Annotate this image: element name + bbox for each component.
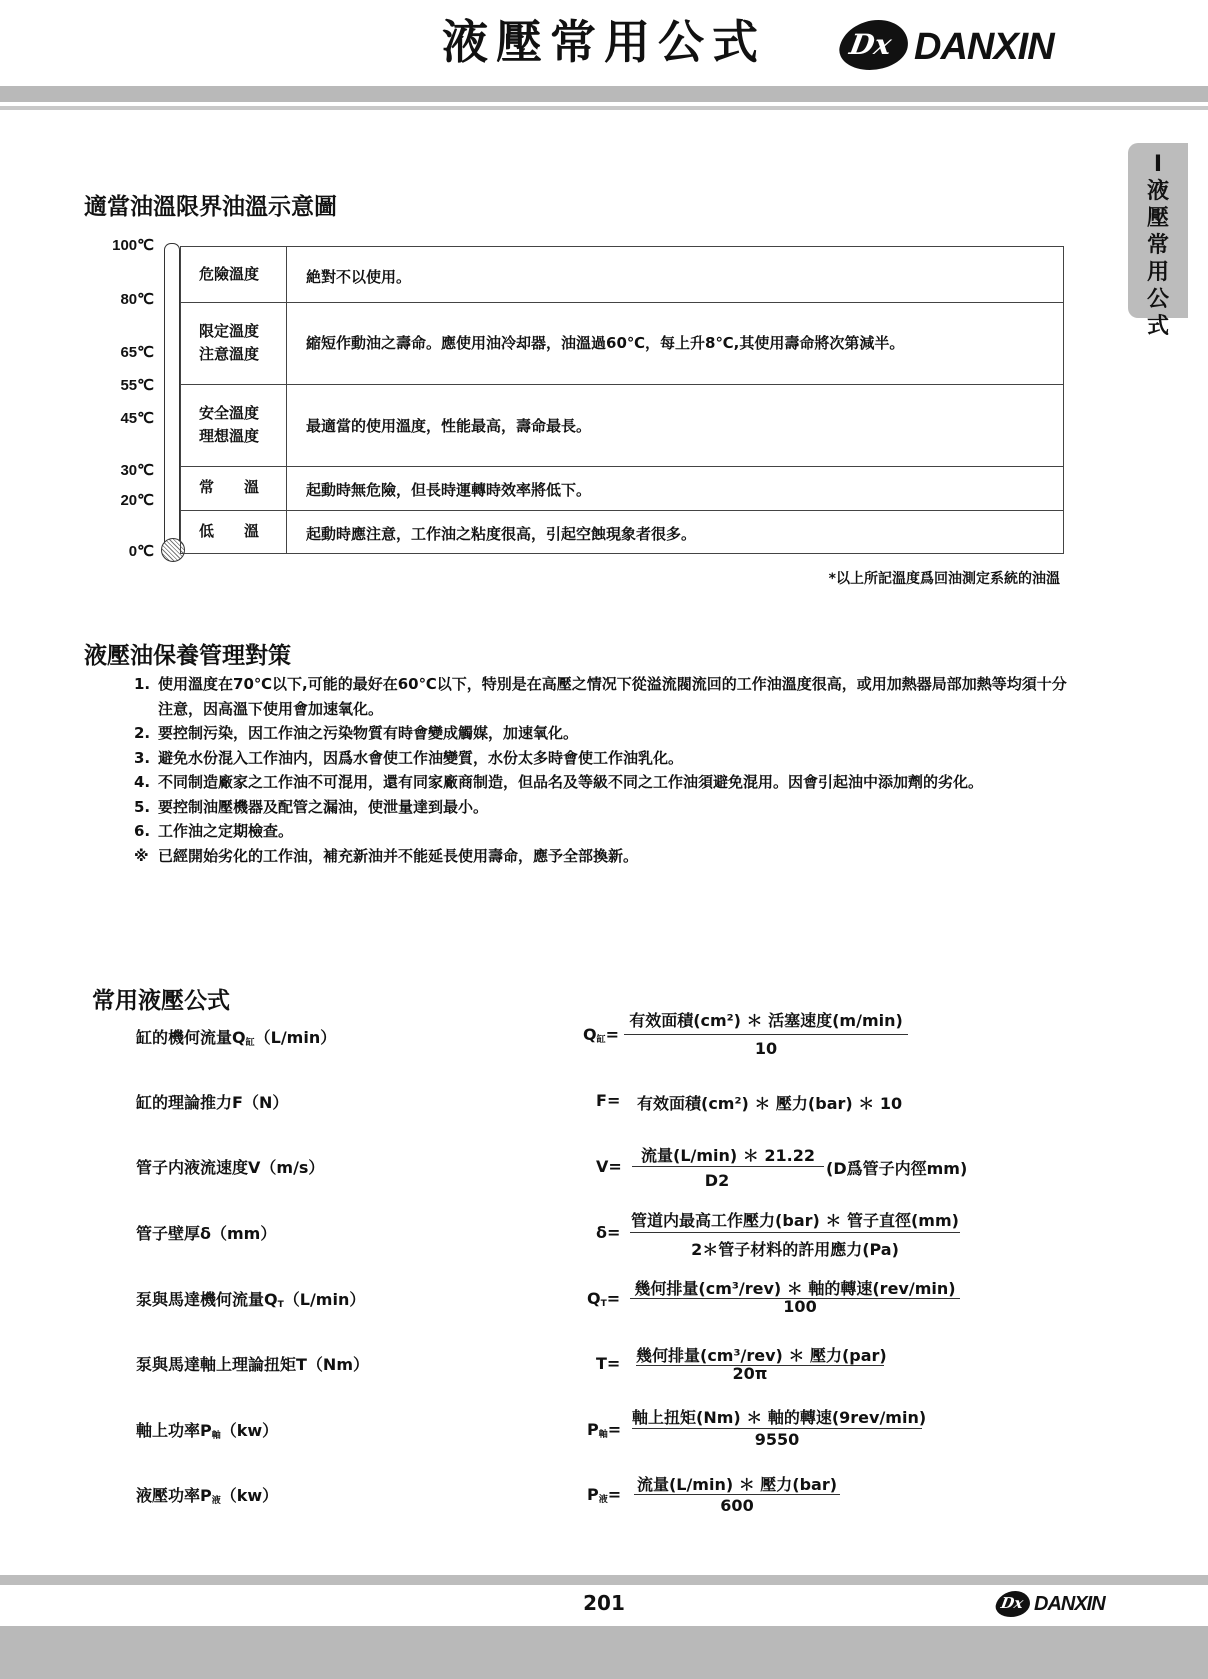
formula-prefix xyxy=(583,1025,619,1045)
scale-label: 20℃ xyxy=(120,492,154,509)
brand-logo-mark: Dx xyxy=(999,1594,1025,1612)
formula-denominator: 2＊管子材料的許用應力(Pa) xyxy=(691,1240,899,1259)
list-item xyxy=(134,746,1074,771)
formula-symbol: P xyxy=(587,1420,599,1439)
formula-numerator: 管道内最高工作壓力(bar) ＊ 管子直徑(mm) xyxy=(631,1211,959,1230)
row-name: 常 溫 xyxy=(199,478,260,496)
table-cell-name xyxy=(181,384,287,466)
fraction-bar xyxy=(634,1494,840,1495)
formula-label-unit: （m/s） xyxy=(260,1158,325,1177)
list-item-number: 2. xyxy=(134,724,151,742)
list-item xyxy=(134,770,1074,795)
list-item-number: 5. xyxy=(134,797,151,816)
formula-symbol-subscript: 軸 xyxy=(598,1430,608,1440)
row-description: 最適當的使用溫度，性能最高，壽命最長。 xyxy=(306,417,592,435)
footer-bar xyxy=(0,1575,1208,1585)
side-tab-char: 液 xyxy=(1146,179,1169,204)
list-item-number: 1. xyxy=(134,675,151,693)
list-item-text: 要控制污染，因工作油之污染物質有時會變成觸媒，加速氧化。 xyxy=(158,724,579,742)
formula-label-text: 管子壁厚δ xyxy=(136,1224,211,1243)
side-tab-char: 壓 xyxy=(1146,206,1169,231)
formula-prefix xyxy=(596,1354,620,1373)
footer-brand-logo xyxy=(996,1591,1126,1621)
table-row xyxy=(181,247,1063,303)
formula-symbol-subscript: 液 xyxy=(598,1495,608,1505)
list-item xyxy=(134,672,1074,721)
page-number: 201 xyxy=(583,1591,625,1615)
formula-label-text: 液壓功率P xyxy=(136,1486,212,1505)
header-bar xyxy=(0,86,1208,102)
list-item-number: 4. xyxy=(134,773,151,791)
formula-label-text: 缸的理論推力F xyxy=(136,1093,243,1112)
scale-label: 0℃ xyxy=(128,543,154,560)
formula-denominator: D2 xyxy=(704,1171,730,1190)
scale-label: 100℃ xyxy=(112,237,154,254)
formula-equals: = xyxy=(606,1354,621,1373)
formula-label xyxy=(136,1090,288,1113)
formula-numerator: 有效面積(cm²) ＊ 活塞速度(m/min) xyxy=(629,1011,903,1030)
chapter-side-tab xyxy=(1128,143,1188,339)
formula-numerator: 流量(L/min) ＊ 壓力(bar) xyxy=(636,1475,838,1494)
list-item xyxy=(134,721,1074,746)
formula-prefix xyxy=(596,1223,620,1242)
formula-numerator: 軸上扭矩(Nm) ＊ 軸的轉速(9rev/min) xyxy=(632,1408,927,1427)
formula-label-unit: （L/min） xyxy=(254,1028,337,1047)
formula-label-text: 軸上功率P xyxy=(136,1421,212,1440)
fraction-bar xyxy=(632,1428,922,1429)
table-row xyxy=(181,384,1063,467)
row-name: 危險溫度 xyxy=(199,265,260,283)
side-tab-char: 式 xyxy=(1146,314,1169,339)
formula-label-unit: （mm） xyxy=(211,1224,277,1243)
formula-symbol: P xyxy=(587,1485,599,1504)
formula-label-unit: （L/min） xyxy=(283,1290,366,1309)
list-item-text: 要控制油壓機器及配管之漏油，使泄量達到最小。 xyxy=(158,797,489,816)
table-cell-name xyxy=(181,302,287,384)
scale-label: 45℃ xyxy=(120,410,154,427)
danxin-logo-icon xyxy=(836,20,913,70)
danxin-logo-icon xyxy=(994,1591,1033,1617)
formula-label xyxy=(136,1352,369,1375)
formula-prefix xyxy=(596,1157,622,1176)
scale-label: 30℃ xyxy=(120,462,154,479)
formula-equals: = xyxy=(605,1025,620,1044)
temperature-note: *以上所記溫度爲回油測定系統的油溫 xyxy=(828,571,1060,587)
formula-symbol: V xyxy=(596,1157,609,1176)
formula-numerator: 流量(L/min) ＊ 21.22 xyxy=(641,1146,815,1165)
list-item-number: 6. xyxy=(134,822,151,840)
brand-name: DANXIN xyxy=(1034,1593,1105,1615)
formula-prefix xyxy=(587,1289,620,1309)
formula-denominator: 20π xyxy=(732,1364,768,1383)
header-bar-thin xyxy=(0,106,1208,110)
formula-label xyxy=(136,1483,278,1506)
list-item xyxy=(134,819,1074,844)
formula-symbol: T xyxy=(596,1354,607,1373)
formula-label xyxy=(136,1287,365,1310)
formula-label-unit: （N） xyxy=(242,1093,289,1112)
list-item-text: 避免水份混入工作油内，因爲水會使工作油變質，水份太多時會使工作油乳化。 xyxy=(158,748,684,767)
row-name: 安全溫度 xyxy=(199,404,260,422)
table-row xyxy=(181,302,1063,385)
row-description: 縮短作動油之壽命。應使用油冷却器，油溫過60℃，每上升8℃,其使用壽命將次第減半。 xyxy=(306,334,905,352)
scale-label: 55℃ xyxy=(120,377,154,394)
formula-denominator: 9550 xyxy=(754,1430,800,1449)
row-name: 理想溫度 xyxy=(199,427,260,445)
fraction-bar xyxy=(630,1232,960,1233)
formula-label-text: 缸的機何流量Q xyxy=(136,1028,246,1047)
formula-label-unit: （kw） xyxy=(220,1486,279,1505)
formula-symbol-subscript: T xyxy=(600,1299,607,1309)
list-item xyxy=(134,795,1074,820)
row-description: 起動時無危險，但長時運轉時效率將低下。 xyxy=(306,481,592,499)
temperature-table xyxy=(180,246,1064,554)
fraction-bar xyxy=(632,1166,824,1167)
brand-logo xyxy=(840,18,1140,78)
formula-label xyxy=(136,1221,276,1244)
formula-equals: = xyxy=(606,1091,621,1110)
side-tab-char: 公 xyxy=(1146,287,1169,312)
formula-label-subscript: 缸 xyxy=(245,1038,255,1048)
list-item-number: ※ xyxy=(134,846,149,865)
formula-equals: = xyxy=(607,1485,622,1504)
list-item-text: 工作油之定期檢查。 xyxy=(158,822,294,840)
formulas-heading: 常用液壓公式 xyxy=(92,988,230,1014)
table-cell-name xyxy=(181,510,287,553)
row-name: 限定溫度 xyxy=(199,322,260,340)
temperature-heading: 適當油溫限界油溫示意圖 xyxy=(84,194,337,220)
formula-denominator: 100 xyxy=(783,1297,817,1316)
list-item-text: 已經開始劣化的工作油，補充新油并不能延長使用壽命，應予全部換新。 xyxy=(158,846,639,865)
formula-label-text: 管子内液流速度V xyxy=(136,1158,261,1177)
scale-label: 80℃ xyxy=(120,291,154,308)
fraction-bar xyxy=(624,1034,908,1035)
side-tab-char: 常 xyxy=(1146,233,1169,258)
row-name: 注意溫度 xyxy=(199,345,260,363)
formula-label xyxy=(136,1155,324,1178)
formula-prefix xyxy=(587,1420,621,1440)
formula-label xyxy=(136,1418,278,1441)
formula-label-text: 泵與馬達軸上理論扭矩T xyxy=(136,1355,307,1374)
formula-symbol: Q xyxy=(583,1025,597,1044)
formula-equals: = xyxy=(607,1223,621,1242)
formula-equals: = xyxy=(608,1157,622,1176)
formula-label-subscript: T xyxy=(277,1300,284,1310)
formula-equals: = xyxy=(607,1420,622,1439)
formula-numerator: 幾何排量(cm³/rev) ＊ 軸的轉速(rev/min) xyxy=(634,1279,956,1298)
formula-numerator: 幾何排量(cm³/rev) ＊ 壓力(par) xyxy=(636,1346,887,1365)
formula-symbol: F xyxy=(596,1091,607,1110)
list-item xyxy=(134,844,1074,869)
formula-equals: = xyxy=(606,1289,621,1308)
thermometer-icon xyxy=(164,243,180,545)
formula-symbol: Q xyxy=(587,1289,601,1308)
list-item-number: 3. xyxy=(134,748,151,767)
formula-label xyxy=(136,1025,336,1048)
footer-band xyxy=(0,1626,1208,1679)
list-item-text: 使用溫度在70℃以下,可能的最好在60℃以下，特別是在高壓之情况下從溢流閥流回的工作油溫度很高，或用加熱器局部加熱等均須十分注意，因高溫下使用會加速氧化。 xyxy=(158,675,1067,718)
formula-label-text: 泵與馬達機何流量Q xyxy=(136,1290,278,1309)
table-row xyxy=(181,466,1063,511)
row-description: 絶對不以使用。 xyxy=(306,268,412,286)
formula-prefix xyxy=(596,1091,620,1110)
formula-denominator: 10 xyxy=(754,1039,778,1058)
chapter-side-tab-label xyxy=(1128,151,1188,340)
formula-label-subscript: 軸 xyxy=(211,1431,221,1441)
formula-denominator: 600 xyxy=(720,1496,754,1515)
side-tab-char: 用 xyxy=(1146,260,1169,285)
formula-label-unit: （kw） xyxy=(220,1421,279,1440)
formula-prefix xyxy=(587,1485,621,1505)
formula-label-subscript: 液 xyxy=(211,1496,221,1506)
brand-logo-mark: Dx xyxy=(847,28,894,61)
row-description: 起動時應注意，工作油之粘度很高，引起空蝕現象者很多。 xyxy=(306,525,697,543)
formula-suffix: (D爲管子内徑mm) xyxy=(826,1159,968,1178)
table-cell-name xyxy=(181,466,287,510)
maintenance-heading: 液壓油保養管理對策 xyxy=(84,643,291,669)
side-tab-char: I xyxy=(1153,152,1163,177)
formula-label-unit: （Nm） xyxy=(306,1355,369,1374)
brand-name: DANXIN xyxy=(914,26,1054,68)
table-row xyxy=(181,510,1063,553)
formula-expression: 有效面積(cm²) ＊ 壓力(bar) ＊ 10 xyxy=(637,1094,903,1113)
scale-label: 65℃ xyxy=(120,344,154,361)
list-item-text: 不同制造廠家之工作油不可混用，還有同家廠商制造，但品名及等級不同之工作油須避免混用。因會引起油中添加劑的劣化。 xyxy=(158,773,984,791)
formula-symbol-subscript: 缸 xyxy=(596,1035,606,1045)
formula-symbol: δ xyxy=(596,1223,607,1242)
page-title: 液壓常用公式 xyxy=(442,15,766,69)
table-cell-name xyxy=(181,247,287,302)
row-name: 低 溫 xyxy=(199,522,260,540)
maintenance-list xyxy=(134,672,1074,868)
